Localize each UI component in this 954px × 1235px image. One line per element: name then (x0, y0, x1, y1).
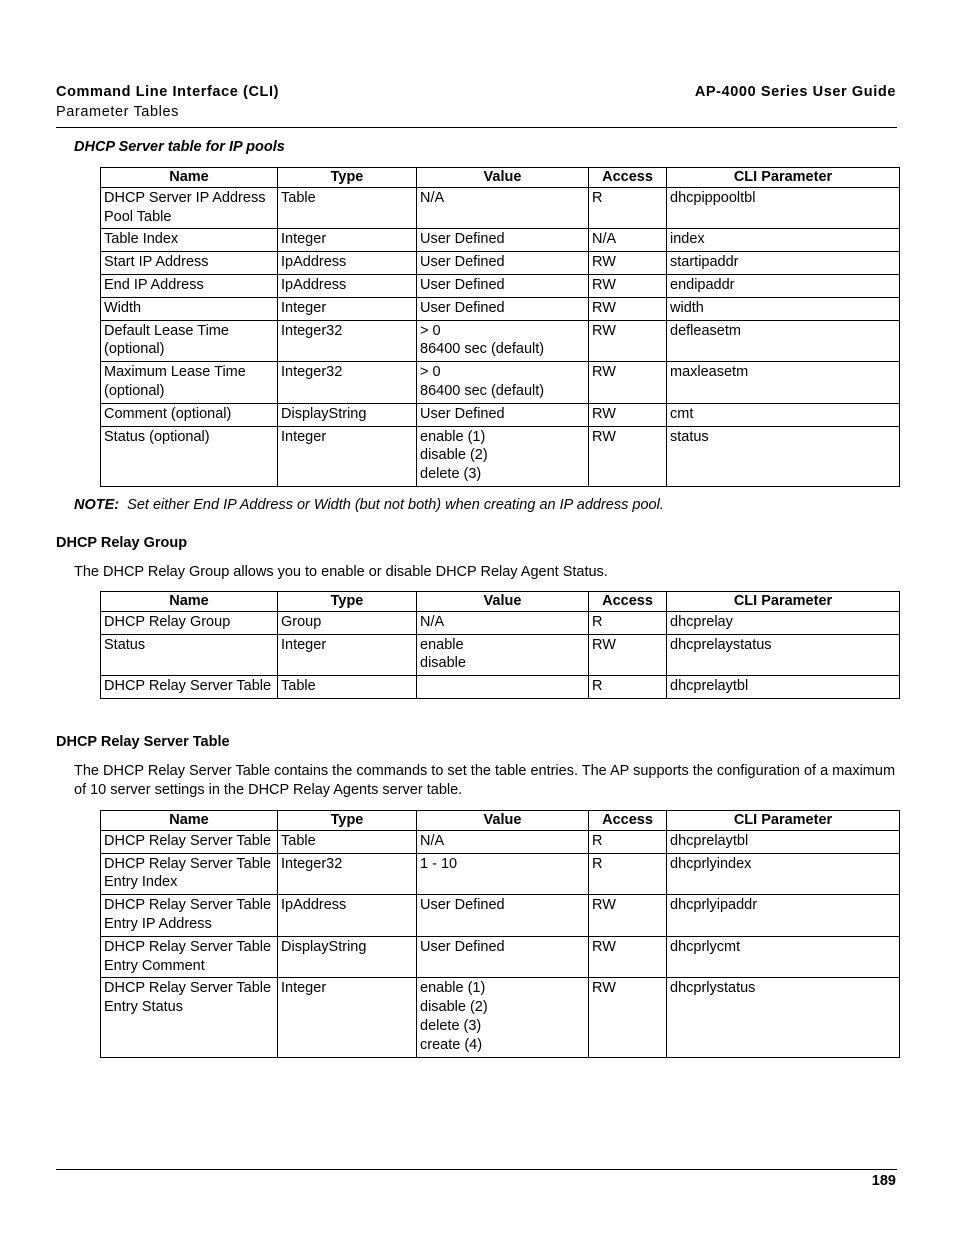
cell-type: Group (278, 611, 417, 634)
note-text: Set either End IP Address or Width (but not both) when creating an IP address pool. (127, 497, 664, 513)
cell-value: > 0 86400 sec (default) (417, 362, 589, 404)
cell-type: Integer32 (278, 320, 417, 362)
cell-value: N/A (417, 611, 589, 634)
table-row (101, 274, 900, 297)
relay-group-heading: DHCP Relay Group (56, 535, 188, 551)
table-row (101, 895, 900, 937)
table-row (101, 426, 900, 486)
cell-value: enable (1) disable (2) delete (3) (417, 426, 589, 486)
page-number: 189 (871, 1173, 896, 1189)
cell-name: DHCP Relay Group (101, 611, 278, 634)
cell-value: User Defined (417, 403, 589, 426)
table-row (101, 297, 900, 320)
cell-name: DHCP Relay Server Table Entry Status (101, 978, 278, 1057)
cell-value: User Defined (417, 229, 589, 252)
cell-value: enable disable (417, 634, 589, 676)
guide-title: AP-4000 Series User Guide (694, 84, 896, 100)
cell-value: User Defined (417, 936, 589, 978)
cell-access: RW (589, 978, 667, 1057)
column-header-name: Name (101, 592, 278, 612)
table-row (101, 252, 900, 275)
table-header-row (101, 168, 900, 188)
cell-access: R (589, 830, 667, 853)
server-pool-table (100, 167, 900, 487)
cell-name: Status (101, 634, 278, 676)
column-header-value: Value (417, 592, 589, 612)
cell-value: > 0 86400 sec (default) (417, 320, 589, 362)
cell-cli-parameter: endipaddr (667, 274, 900, 297)
column-header-type: Type (278, 592, 417, 612)
cell-type: Table (278, 830, 417, 853)
relay-group-table (100, 591, 900, 699)
cell-type: Table (278, 187, 417, 229)
cell-access: N/A (589, 229, 667, 252)
cell-type: IpAddress (278, 274, 417, 297)
table-row (101, 362, 900, 404)
cell-access: RW (589, 936, 667, 978)
table-row (101, 936, 900, 978)
cell-type: Integer32 (278, 362, 417, 404)
cell-access: RW (589, 297, 667, 320)
cell-access: RW (589, 634, 667, 676)
cell-cli-parameter: status (667, 426, 900, 486)
column-header-cli-parameter: CLI Parameter (667, 168, 900, 188)
column-header-cli-parameter: CLI Parameter (667, 592, 900, 612)
cell-access: RW (589, 274, 667, 297)
relay-server-heading: DHCP Relay Server Table (56, 734, 230, 750)
cell-access: R (589, 676, 667, 699)
table-row (101, 611, 900, 634)
cell-name: DHCP Relay Server Table (101, 676, 278, 699)
cell-cli-parameter: dhcprlystatus (667, 978, 900, 1057)
cell-type: DisplayString (278, 936, 417, 978)
table-row (101, 634, 900, 676)
cell-access: RW (589, 320, 667, 362)
cell-name: Status (optional) (101, 426, 278, 486)
cell-name: DHCP Server IP Address Pool Table (101, 187, 278, 229)
column-header-access: Access (589, 811, 667, 831)
cell-access: RW (589, 895, 667, 937)
relay-server-description: The DHCP Relay Server Table contains the commands to set the table entries. The AP supports the configuration of a maximum of 10 server settings in the DHCP Relay Agents server table. (74, 763, 896, 798)
cell-cli-parameter: dhcprlyindex (667, 853, 900, 895)
table-row (101, 978, 900, 1057)
section-title: Parameter Tables (56, 104, 179, 120)
cell-access: R (589, 187, 667, 229)
cell-type: DisplayString (278, 403, 417, 426)
column-header-name: Name (101, 811, 278, 831)
cell-access: RW (589, 426, 667, 486)
column-header-access: Access (589, 592, 667, 612)
cell-access: RW (589, 252, 667, 275)
cell-value: 1 - 10 (417, 853, 589, 895)
column-header-name: Name (101, 168, 278, 188)
cell-cli-parameter: width (667, 297, 900, 320)
cell-value: User Defined (417, 297, 589, 320)
table-row (101, 676, 900, 699)
cell-access: R (589, 853, 667, 895)
cell-type: IpAddress (278, 252, 417, 275)
relay-group-description: The DHCP Relay Group allows you to enable or disable DHCP Relay Agent Status. (74, 564, 608, 580)
header-rule (56, 127, 897, 128)
table-header-row (101, 811, 900, 831)
cell-type: Integer (278, 229, 417, 252)
chapter-title: Command Line Interface (CLI) (56, 84, 280, 100)
note-label: NOTE: (74, 497, 120, 513)
cell-value: N/A (417, 830, 589, 853)
cell-name: DHCP Relay Server Table Entry Comment (101, 936, 278, 978)
server-pool-caption: DHCP Server table for IP pools (74, 139, 285, 155)
cell-name: DHCP Relay Server Table (101, 830, 278, 853)
cell-name: Start IP Address (101, 252, 278, 275)
cell-cli-parameter: index (667, 229, 900, 252)
relay-server-table (100, 810, 900, 1058)
column-header-access: Access (589, 168, 667, 188)
column-header-cli-parameter: CLI Parameter (667, 811, 900, 831)
cell-cli-parameter: dhcprelay (667, 611, 900, 634)
cell-type: Integer (278, 426, 417, 486)
table-row (101, 403, 900, 426)
cell-value: User Defined (417, 252, 589, 275)
cell-name: Width (101, 297, 278, 320)
cell-cli-parameter: dhcprelaytbl (667, 830, 900, 853)
column-header-type: Type (278, 168, 417, 188)
cell-value: User Defined (417, 274, 589, 297)
cell-cli-parameter: dhcpippooltbl (667, 187, 900, 229)
cell-cli-parameter: defleasetm (667, 320, 900, 362)
cell-value: User Defined (417, 895, 589, 937)
column-header-value: Value (417, 168, 589, 188)
table-row (101, 853, 900, 895)
cell-name: DHCP Relay Server Table Entry IP Address (101, 895, 278, 937)
cell-cli-parameter: cmt (667, 403, 900, 426)
column-header-value: Value (417, 811, 589, 831)
cell-name: Maximum Lease Time (optional) (101, 362, 278, 404)
cell-value: N/A (417, 187, 589, 229)
cell-access: RW (589, 403, 667, 426)
cell-type: Integer (278, 978, 417, 1057)
cell-name: Default Lease Time (optional) (101, 320, 278, 362)
cell-value: enable (1) disable (2) delete (3) create (4) (417, 978, 589, 1057)
cell-type: Integer (278, 634, 417, 676)
cell-type: IpAddress (278, 895, 417, 937)
cell-name: End IP Address (101, 274, 278, 297)
table-row (101, 187, 900, 229)
cell-type: Integer32 (278, 853, 417, 895)
cell-value (417, 676, 589, 699)
cell-access: R (589, 611, 667, 634)
cell-cli-parameter: dhcprlyipaddr (667, 895, 900, 937)
note (74, 497, 664, 513)
cell-cli-parameter: startipaddr (667, 252, 900, 275)
cell-name: DHCP Relay Server Table Entry Index (101, 853, 278, 895)
cell-name: Table Index (101, 229, 278, 252)
cell-cli-parameter: dhcprelaytbl (667, 676, 900, 699)
cell-type: Table (278, 676, 417, 699)
table-row (101, 320, 900, 362)
cell-type: Integer (278, 297, 417, 320)
cell-cli-parameter: dhcprlycmt (667, 936, 900, 978)
table-row (101, 229, 900, 252)
cell-cli-parameter: maxleasetm (667, 362, 900, 404)
table-header-row (101, 592, 900, 612)
cell-access: RW (589, 362, 667, 404)
table-row (101, 830, 900, 853)
column-header-type: Type (278, 811, 417, 831)
cell-name: Comment (optional) (101, 403, 278, 426)
cell-cli-parameter: dhcprelaystatus (667, 634, 900, 676)
footer-rule (56, 1169, 897, 1170)
